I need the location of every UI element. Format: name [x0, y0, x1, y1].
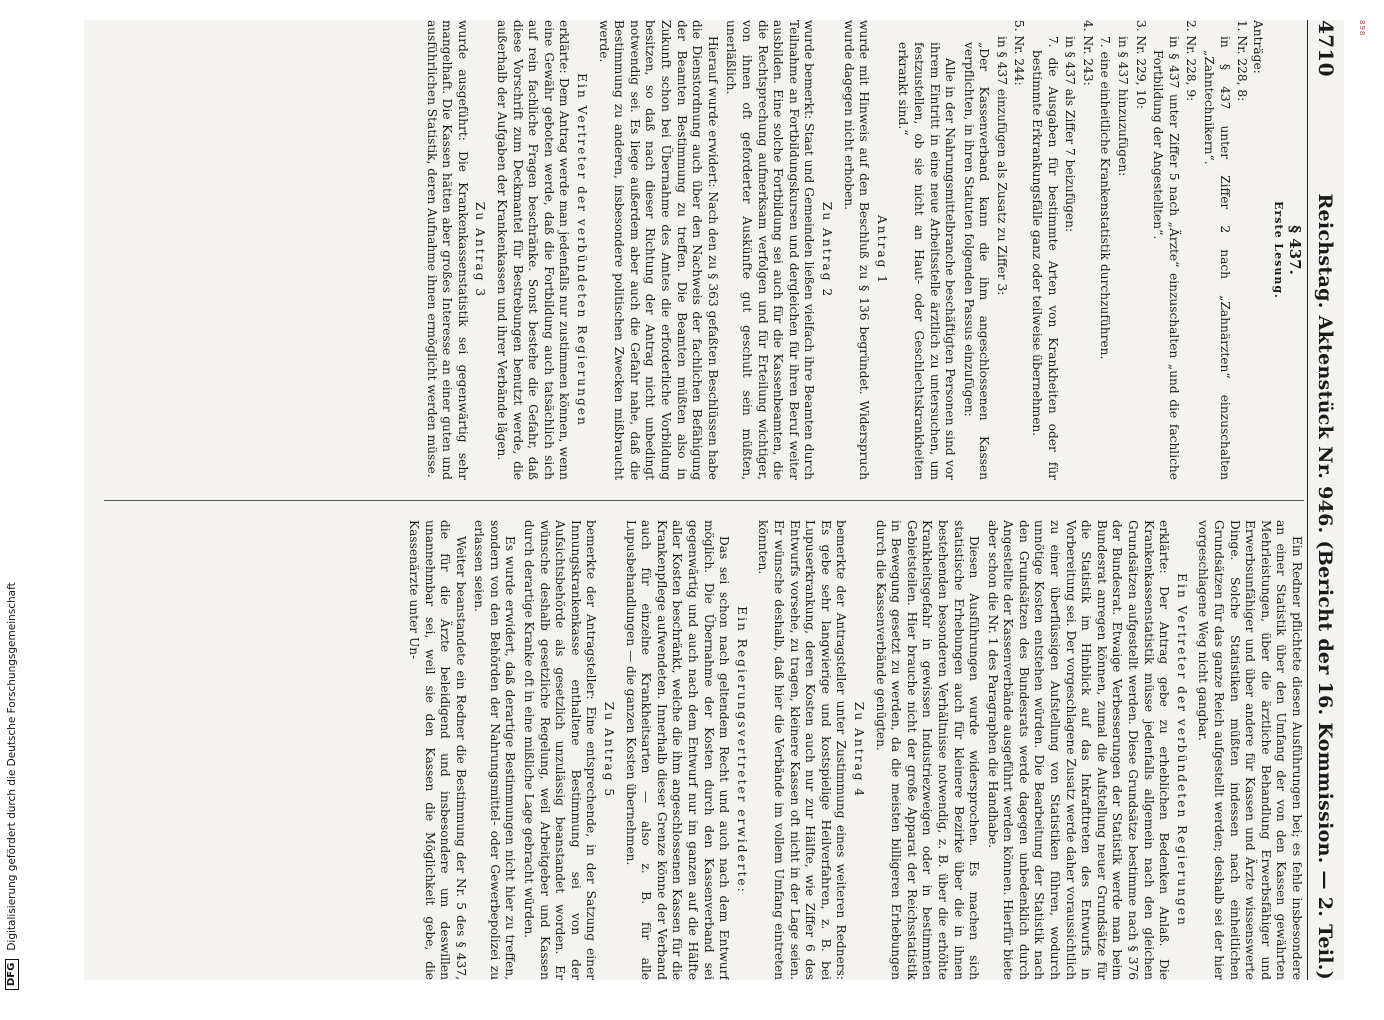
- antrag4-heading: Zu Antrag 4: [851, 701, 866, 799]
- proposal-item: 4. Nr. 243:: [1080, 20, 1095, 86]
- regierungsvertreter-label: Ein Regierungsvertreter erwiderte:: [734, 606, 749, 894]
- proposal-item: 2. Nr. 228, 9:: [1184, 20, 1199, 102]
- right-paragraph: Ein Redner pflichtete diesen Ausführungen bei; es fehle insbesondere an einer Statistik über den Umfang der von den Kassen gewährten Mehrleistungen, über die ärztliche Behandlung Erwerbsfähiger und Erwerbsunfähiger und über andere für Kassen und Ärzte wissenswerte Dinge. Solche Statistiken müßten indessen nach einheitlichen Grundsätzen für das ganze Reich aufgestellt werden; deshalb sei der hier vorgeschlagene Weg nicht gangbar.: [1196, 520, 1304, 980]
- antrag2-paragraph: wurde bemerkt: Staat und Gemeinden ließen vielfach ihre Beamten durch Teilnahme an Fortbildungskursen und dergleichen für ihren Beruf weiter ausbilden. Eine solche Fortbildung sei auch für die Kassenbeamten, die die Rechtsprechung aufmerksam verfolgen und für Erteilung wichtiger, von ihnen oft geforderter Auskünfte gut geschult sein müßten, unerläßlich.: [724, 20, 817, 480]
- antrag5-paragraph: Es wurde erwidert, daß derartige Bestimmungen nicht hier zu treffen, sondern von den Behörden der Nahrungsmittel- oder Gewerbepolizei zu erlassen seien.: [472, 520, 518, 980]
- digitization-text: Digitalisierung gefördert durch die Deutsche Forschungsgemeinschaft: [6, 582, 18, 951]
- margin-number: [1348, 20, 1366, 1020]
- antrag3-heading: Zu Antrag 3: [473, 201, 488, 299]
- antrag2-heading: Zu Antrag 2: [819, 201, 834, 299]
- antrag5-paragraph: bemerkte der Antragsteller: Eine entsprechende, in der Satzung einer Innungskrankenkasse enthaltene Bestimmung sei von der Aufsichtsbehörde als gesetzlich unzulässig beanstandet worden. Er wünsche deshalb gesetzliche Regelung, weil Arbeitgeber und Kassen durch derartige Kranke oft in eine mißliche Lage gebracht würden.: [522, 520, 599, 980]
- proposal-quote: „Der Kassenverband kann die ihm angeschlossenen Kassen verpflichten, in ihren Statuten folgenden Passus einzufügen:: [961, 42, 992, 480]
- proposal-item: in § 437 hinzuzufügen:: [1116, 36, 1131, 177]
- reading-label: Erste Lesung.: [1272, 201, 1286, 299]
- document-page: [84, 20, 1344, 980]
- right-paragraph: Diesen Ausführungen wurde widersprochen. Es machen sich statistische Erhebungen auch für kleinere Bezirke über die in ihnen bestehenden besonderen Verhältnisse notwendig, z. B. über die erhöhte Krankheitsgefahr in gewissen Industriezweigen oder in bestimmten Gebietsteilen. Hier brauche nicht der große Apparat der Reichsstatistik in Bewegung gesetzt zu werden, da die meisten billigeren Erhebungen durch die Kassenverbände genügten.: [873, 520, 982, 980]
- antrag1-heading: Antrag 1: [874, 214, 889, 286]
- government-representative: Ein Vertreter der verbündeten Regierungen: [1174, 573, 1189, 927]
- proposal-item: in § 437 unter Ziffer 5 nach „Ärzte“ einzuschalten „und die fachliche Fortbildung der Angestellten“.: [1151, 36, 1181, 480]
- proposal-item: in § 437 einzufügen als Zusatz zu Ziffer 3:: [994, 36, 1009, 296]
- antraege-label: Anträge:: [1250, 20, 1265, 74]
- section-heading: § 437.: [1286, 225, 1304, 275]
- proposal-item: 5. Nr. 244:: [1012, 20, 1027, 86]
- proposal-item: 3. Nr. 229, 10:: [1133, 20, 1148, 110]
- proposal-item: 7. eine einheitliche Krankenstatistik durchzuführen.: [1098, 36, 1113, 360]
- proposal-quote: Alle in der Nahrungsmittelbranche beschäftigten Personen sind vor ihrem Eintritt in eine neue Arbeitsstelle ärztlich zu untersuchen, um festzustellen, ob sie nicht an Haut- oder Geschlechtskrankheiten erkrankt sind.“: [896, 42, 958, 480]
- margin-number-text: 898: [1358, 20, 1366, 37]
- antrag5-heading: Zu Antrag 5: [602, 701, 617, 799]
- antrag4-paragraph: Das sei schon nach geltendem Recht und auch nach dem Entwurf möglich. Die Übernahme der Kosten durch den Kassenverband sei gegenwärtig und auch nach dem Entwurf nur im ganzen auf die Hälfte aller Kosten beschränkt, welche die ihm angeschlossenen Kassen für die Krankenpflege aufwendeten. Innerhalb dieser Grenze könne der Verband auch für einzelne Krankheitsarten — also z. B. für alle Lupusbehandlungen — die ganzen Kosten übernehmen.: [623, 520, 732, 980]
- antrag3-paragraph: wurde ausgeführt: Die Krankenkassenstatistik sei gegenwärtig sehr mangelhaft. Die Kassen hätten aber großes Interesse an einer guten und ausführlichen Statistik, deren Aufnahme ihnen ermöglicht werden müsse.: [424, 20, 470, 480]
- column-divider: [104, 500, 1304, 501]
- antrag4-paragraph: bemerkte der Antragsteller unter Zustimmung eines weiteren Redners: Es gebe sehr langwierige und kostspielige Heilverfahren, z. B. bei Lupuserkrankung, deren Kosten auch nur zur Hälfte, wie Ziffer 6 des Entwurfs vorsehe, zu tragen, kleinere Kassen oft nicht in der Lage seien. Er wünsche deshalb, daß hier die Verbände im vollem Umfang eintreten könnten.: [756, 520, 849, 980]
- proposal-item: in § 437 als Ziffer 7 beizufügen:: [1063, 36, 1078, 233]
- proposal-item: 1. Nr. 228, 8:: [1235, 20, 1250, 102]
- government-representative: Ein Vertreter der verbündeten Regierungen: [575, 73, 590, 427]
- right-column: [114, 520, 1304, 980]
- page-number: 4710: [1314, 20, 1338, 77]
- antrag5-paragraph: Weiter beanstandete ein Redner die Bestimmung der Nr. 5 des § 437, die für die Ärzte beleidigend und insbesondere um deswillen unannehmbar sei, weil sie den Kassen die Möglichkeit gebe, die Kassenärzte unter Un-: [406, 520, 468, 980]
- proposal-item: 7. die Ausgaben für bestimmte Arten von Krankheiten oder für bestimmte Erkrankungsfälle ganz oder teilweise übernehmen.: [1030, 36, 1060, 480]
- left-column: [114, 20, 1304, 480]
- page-title: Reichstag. Aktenstück Nr. 946. (Bericht der 16. Kommission. — 2. Teil.): [1314, 193, 1336, 980]
- proposal-item: in § 437 unter Ziffer 2 nach „Zahnärzten“ einzuschalten „Zahntechnikern“.: [1202, 36, 1232, 480]
- antrag1-text: wurde mit Hinweis auf den Beschluß zu § 136 begründet. Widerspruch wurde dagegen nicht erhoben.: [841, 20, 872, 480]
- page-header: [1307, 20, 1338, 980]
- digitization-note: [4, 30, 20, 990]
- dfg-logo: DFG: [5, 959, 19, 990]
- antrag2-paragraph: erklärte: Dem Antrag werde man jedenfalls nur zustimmen können, wenn eine Gewähr geboten werde, daß die Fortbildung auch tatsächlich sich auf rein fachliche Fragen beschränke. Sonst bestehe die Gefahr, daß diese Vorschrift zum Deckmantel für Bestrebungen benutzt werde, die außerhalb der Aufgaben der Krankenkassen und ihrer Verbände lägen.: [495, 20, 572, 480]
- antrag2-paragraph: Hierauf wurde erwidert: Nach den zu § 363 gefaßten Beschlüssen habe die Dienstordnung auch über den Nachweis der fachlichen Befähigung der Beamten Bestimmung zu treffen. Die Beamten müßten also in Zukunft schon bei Übernahme des Amtes die erforderliche Vorbildung besitzen, so daß nach dieser Richtung der Antrag nicht unbedingt notwendig sei. Es liege außerdem aber auch die Gefahr nahe, daß die Bestimmung zu anderen, insbesondere politischen Zwecken mißbraucht werde.: [596, 20, 720, 480]
- right-paragraph: erklärte: Der Antrag gebe zu erheblichen Bedenken Anlaß. Die Krankenkassenstatistik müsse jedenfalls allgemein nach den gleichen Grundsätzen aufgestellt werden. Diese Grundsätze bestimme nach § 376 der Bundesrat. Etwaige Verbesserungen der Statistik werde man beim Bundesrat anregen können, zumal die Aufstellung neuer Grundsätze für die Statistik im Hinblick auf das Inkrafttreten des Entwurfs in Vorbereitung sei. Der vorgeschlagene Zusatz werde daher voraussichtlich zu einer überflüssigen Aufstellung von Statistiken führen, wodurch unnötige Kosten entstehen würden. Die Bearbeitung der Statistik nach den Grundsätzen des Bundesrats werde dagegen unbedenklich durch Angestellte der Kassenverbände ausgeführt werden können. Hierfür biete aber schon die Nr. 1 des Paragraphen die Handhabe.: [985, 520, 1172, 980]
